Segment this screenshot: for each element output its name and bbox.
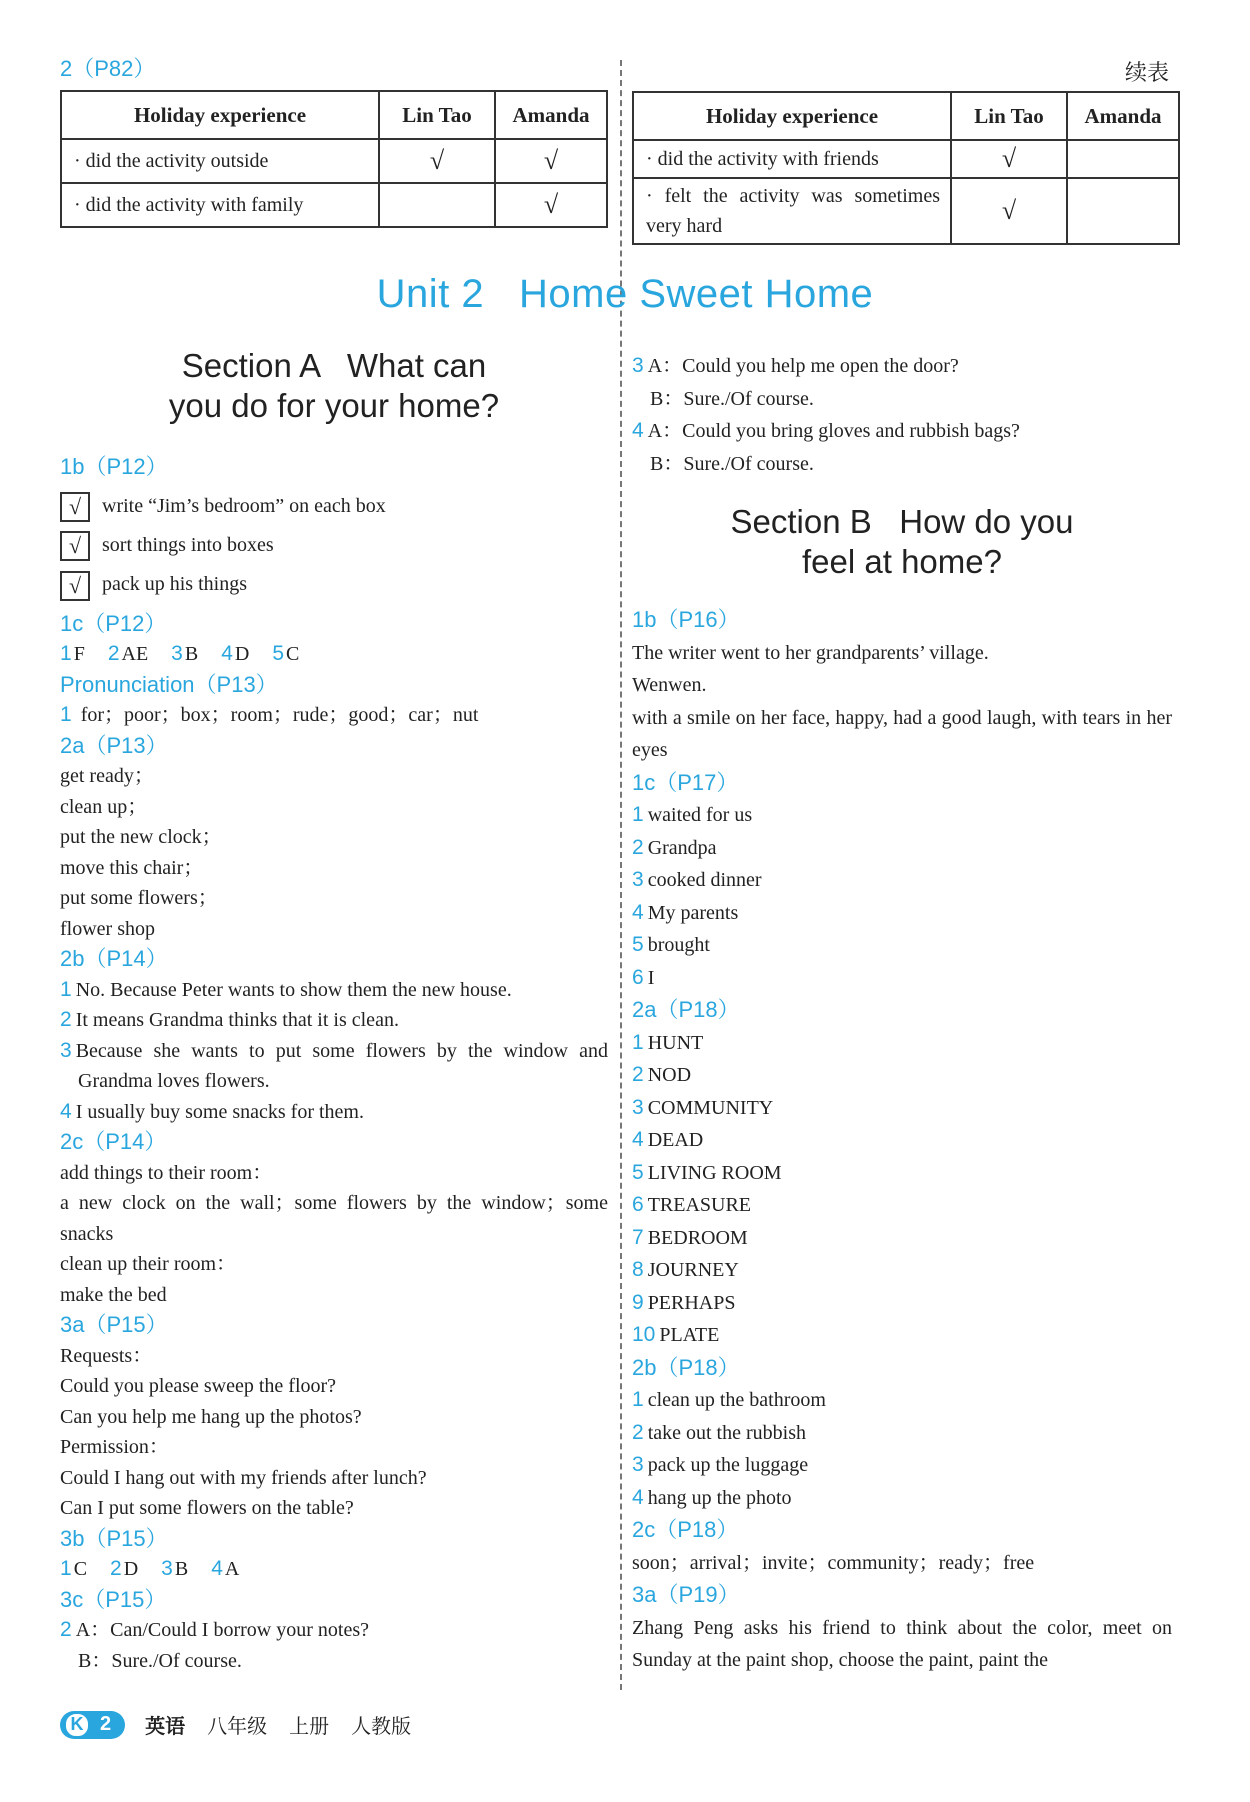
list-item: [632, 1287, 1172, 1320]
answer-number: 4: [60, 1099, 72, 1123]
table-cell-amanda: √: [495, 139, 607, 183]
answer-number: 5: [632, 933, 644, 956]
table-cell-amanda: [1067, 178, 1179, 244]
list-item: [60, 1615, 608, 1646]
list-item: [60, 1036, 608, 1097]
list-item: clean up；: [60, 795, 148, 818]
table-row: [633, 178, 1179, 244]
list-item: [632, 1417, 1172, 1450]
page-badge: [60, 1711, 125, 1739]
holiday-table-right: [632, 91, 1180, 245]
heading-2a: 2a（P13）: [60, 732, 168, 758]
footer-subject: 英语: [145, 1714, 186, 1738]
list-item: put the new clock；: [60, 826, 222, 849]
answer-number: 2: [107, 642, 120, 666]
answer-text: A：Could you help me open the door?: [647, 355, 959, 377]
list-item: Could I hang out with my friends after lunch?: [60, 1466, 427, 1489]
table-header-amanda: Amanda: [1067, 92, 1179, 140]
continued-label: 续表: [1125, 61, 1170, 86]
answer-number: 3: [60, 1038, 72, 1062]
answer-text: It means Grandma thinks that it is clean.: [75, 1009, 399, 1032]
list-item: move this chair；: [60, 856, 204, 879]
list-item: Zhang Peng asks his friend to think about the color, meet on Sunday at the paint shop, choose the paint, paint the: [632, 1616, 1172, 1671]
list-item: [60, 975, 608, 1006]
answer-value: C: [73, 1558, 88, 1581]
list-item: Could you please sweep the floor?: [60, 1375, 337, 1398]
list-item: [632, 1059, 1172, 1092]
list-item: Permission：: [60, 1436, 169, 1459]
list-item: add things to their room：: [60, 1161, 273, 1184]
list-item: a new clock on the wall；some flowers by the window；some snacks: [60, 1192, 608, 1245]
list-item: clean up their room：: [60, 1253, 237, 1276]
right-column: [632, 350, 1172, 1677]
pronunciation-answer: [60, 700, 608, 731]
answer-text: HUNT: [647, 1031, 704, 1054]
heading-1b: 1b（P16）: [632, 607, 740, 632]
section-b-title-line2: feel at home?: [802, 543, 1002, 580]
answer-text: Because she wants to put some flowers by the window and Grandma loves flowers.: [75, 1039, 608, 1093]
table-row: [61, 139, 607, 183]
list-item: [632, 1092, 1172, 1125]
page-footer: [60, 1710, 433, 1739]
check-label: write “Jim’s bedroom” on each box: [102, 494, 386, 517]
answer-number: 10: [632, 1323, 656, 1346]
heading-2b: 2b（P14）: [60, 946, 168, 972]
answer-text: LIVING ROOM: [647, 1161, 782, 1184]
answer-text: Grandpa: [647, 836, 717, 859]
list-item: Wenwen.: [632, 674, 707, 696]
answer-text: PLATE: [659, 1324, 720, 1346]
list-item: [632, 929, 1172, 962]
list-item: Can I put some flowers on the table?: [60, 1497, 354, 1520]
footer-volume: 上册: [289, 1714, 330, 1738]
answers-1c: [60, 639, 608, 670]
check-item: [60, 491, 608, 522]
table-cell-lintao: √: [379, 139, 495, 183]
list-item: [60, 1005, 608, 1036]
answer-number: 6: [632, 1193, 644, 1216]
badge-letter: K: [64, 1712, 90, 1738]
answer-number: 3: [161, 1557, 173, 1581]
answer-number: 2: [60, 1618, 72, 1642]
answer-text: DEAD: [647, 1129, 704, 1151]
answer-number: 1: [60, 642, 72, 666]
answer-text: NOD: [647, 1064, 692, 1086]
list-item: [632, 897, 1172, 930]
table-cell-item: · did the activity with friends: [633, 140, 951, 178]
answer-number: 1: [60, 703, 72, 727]
list-item: [60, 1097, 608, 1128]
table-row: [61, 183, 607, 227]
table-header-lintao: Lin Tao: [379, 91, 495, 139]
checkbox-icon: √: [60, 531, 90, 561]
answer-number: 1: [632, 1030, 644, 1054]
answer-text: BEDROOM: [647, 1226, 748, 1249]
heading-3a: 3a（P15）: [60, 1312, 168, 1338]
left-column: [60, 346, 608, 1676]
list-item: [632, 832, 1172, 865]
page-number: 2: [100, 1713, 112, 1735]
answer-value: B: [174, 1558, 189, 1581]
answer-number: 4: [632, 1485, 644, 1509]
list-item: B：Sure./Of course.: [78, 1649, 242, 1672]
checkbox-icon: √: [60, 492, 90, 522]
answer-value: AE: [121, 643, 149, 666]
table-header-experience: Holiday experience: [61, 91, 379, 139]
answer-number: 1: [632, 1388, 644, 1411]
answer-value: D: [234, 643, 250, 666]
heading-3a: 3a（P19）: [632, 1582, 740, 1607]
answer-text: TREASURE: [647, 1194, 752, 1216]
answer-text: My parents: [647, 901, 739, 924]
answer-number: 4: [211, 1557, 223, 1581]
answer-text: for；poor；box；room；rude；good；car；nut: [80, 704, 479, 727]
section-a-title-line2: you do for your home?: [168, 387, 500, 424]
table-cell-item: · did the activity outside: [61, 139, 379, 183]
answer-text: hang up the photo: [647, 1486, 792, 1509]
section-ref-p82: 2（P82）: [60, 56, 156, 81]
answer-text: No. Because Peter wants to show them the new house.: [75, 978, 512, 1001]
answer-value: C: [286, 643, 300, 666]
list-item: [632, 864, 1172, 897]
answer-number: 2: [632, 1420, 644, 1444]
table-cell-amanda: √: [495, 183, 607, 227]
list-item: with a smile on her face, happy, had a good laugh, with tears in her eyes: [632, 706, 1172, 761]
answer-value: D: [123, 1558, 139, 1581]
list-item: [632, 1189, 1172, 1222]
answer-text: pack up the luggage: [647, 1454, 809, 1476]
list-item: B：Sure./Of course.: [650, 452, 814, 475]
unit-title: Unit 2 Home Sweet Home: [376, 272, 874, 316]
footer-grade: 八年级: [207, 1714, 268, 1738]
answer-number: 2: [110, 1557, 122, 1581]
check-label: sort things into boxes: [102, 533, 274, 556]
answer-number: 3: [632, 1453, 644, 1476]
table-header-lintao: Lin Tao: [951, 92, 1067, 140]
answer-text: PERHAPS: [647, 1291, 736, 1314]
answer-text: I: [647, 966, 655, 989]
answer-text: JOURNEY: [647, 1259, 739, 1281]
list-item: get ready；: [60, 765, 154, 788]
answer-number: 1: [60, 977, 72, 1001]
table-cell-lintao: √: [951, 140, 1067, 178]
section-a-title-line1: Section A What can: [181, 347, 487, 384]
table-header-amanda: Amanda: [495, 91, 607, 139]
answer-number: 3: [171, 642, 183, 666]
answer-text: COMMUNITY: [647, 1096, 774, 1119]
list-item: soon；arrival；invite；community；ready；free: [632, 1551, 1035, 1574]
answer-number: 4: [632, 1128, 644, 1151]
answer-text: A：Can/Could I borrow your notes?: [75, 1619, 369, 1642]
heading-3b: 3b（P15）: [60, 1525, 168, 1551]
list-item: [632, 799, 1172, 832]
list-item: [632, 350, 1172, 383]
check-label: pack up his things: [102, 573, 247, 596]
section-b-title-line1: Section B How do you: [730, 503, 1074, 540]
answer-value: B: [184, 643, 199, 666]
list-item: [632, 1157, 1172, 1190]
answers-3b: [60, 1554, 608, 1585]
heading-3c: 3c（P15）: [60, 1586, 167, 1612]
answer-value: F: [73, 643, 85, 666]
answer-number: 3: [632, 868, 644, 891]
check-item: [60, 530, 608, 561]
list-item: [632, 1222, 1172, 1255]
list-item: [632, 1027, 1172, 1060]
table-header-experience: Holiday experience: [633, 92, 951, 140]
footer-edition: 人教版: [351, 1714, 412, 1738]
list-item: [632, 1482, 1172, 1515]
answer-text: cooked dinner: [647, 869, 762, 891]
answer-number: 3: [632, 1095, 644, 1119]
answer-number: 8: [632, 1258, 644, 1281]
answer-number: 5: [632, 1160, 644, 1184]
table-cell-lintao: [379, 183, 495, 227]
list-item: [632, 1319, 1172, 1352]
answer-number: 7: [632, 1225, 644, 1249]
answer-number: 6: [632, 965, 644, 989]
table-cell-lintao: √: [951, 178, 1067, 244]
answer-number: 2: [632, 1063, 644, 1086]
answer-text: A：Could you bring gloves and rubbish bags?: [647, 420, 1020, 442]
answer-number: 3: [632, 354, 644, 377]
answer-number: 2: [60, 1008, 72, 1032]
answer-text: I usually buy some snacks for them.: [75, 1100, 364, 1123]
list-item: [632, 1449, 1172, 1482]
answer-text: take out the rubbish: [647, 1421, 806, 1444]
check-item: [60, 569, 608, 600]
answer-number: 5: [272, 642, 285, 666]
answer-number: 4: [632, 900, 644, 924]
section-a-title: [60, 346, 608, 426]
heading-2a: 2a（P18）: [632, 997, 740, 1022]
heading-1c: 1c（P12）: [60, 610, 167, 636]
checkbox-icon: √: [60, 571, 90, 601]
answer-number: 2: [632, 835, 644, 859]
answer-number: 9: [632, 1290, 644, 1314]
table-cell-amanda: [1067, 140, 1179, 178]
heading-2c: 2c（P14）: [60, 1129, 167, 1155]
section-b-title: [632, 502, 1172, 582]
list-item: put some flowers；: [60, 887, 218, 910]
heading-1b: 1b（P12）: [60, 454, 168, 479]
answer-number: 4: [221, 642, 233, 666]
list-item: [632, 1254, 1172, 1287]
answer-text: waited for us: [647, 804, 753, 826]
table-cell-item: · felt the activity was sometimes very hard: [633, 178, 951, 244]
list-item: make the bed: [60, 1283, 167, 1306]
heading-2b: 2b（P18）: [632, 1354, 740, 1380]
list-item: [632, 1124, 1172, 1157]
answer-value: A: [224, 1558, 240, 1581]
list-item: [632, 1384, 1172, 1417]
heading-pronunciation: Pronunciation（P13）: [60, 671, 278, 697]
list-item: Requests：: [60, 1344, 153, 1367]
list-item: [632, 962, 1172, 995]
list-item: Can you help me hang up the photos?: [60, 1405, 362, 1428]
answer-text: brought: [647, 934, 710, 956]
answer-text: clean up the bathroom: [647, 1389, 826, 1411]
list-item: flower shop: [60, 917, 155, 940]
holiday-table-left: [60, 90, 608, 228]
list-item: The writer went to her grandparents’ village.: [632, 641, 989, 664]
answer-number: 4: [632, 419, 644, 442]
table-row: [633, 140, 1179, 178]
heading-2c: 2c（P18）: [632, 1517, 739, 1542]
answer-number: 1: [60, 1557, 72, 1581]
list-item: B：Sure./Of course.: [650, 387, 814, 410]
list-item: [632, 415, 1172, 448]
table-cell-item: · did the activity with family: [61, 183, 379, 227]
answer-number: 1: [632, 803, 644, 826]
heading-1c: 1c（P17）: [632, 769, 739, 795]
